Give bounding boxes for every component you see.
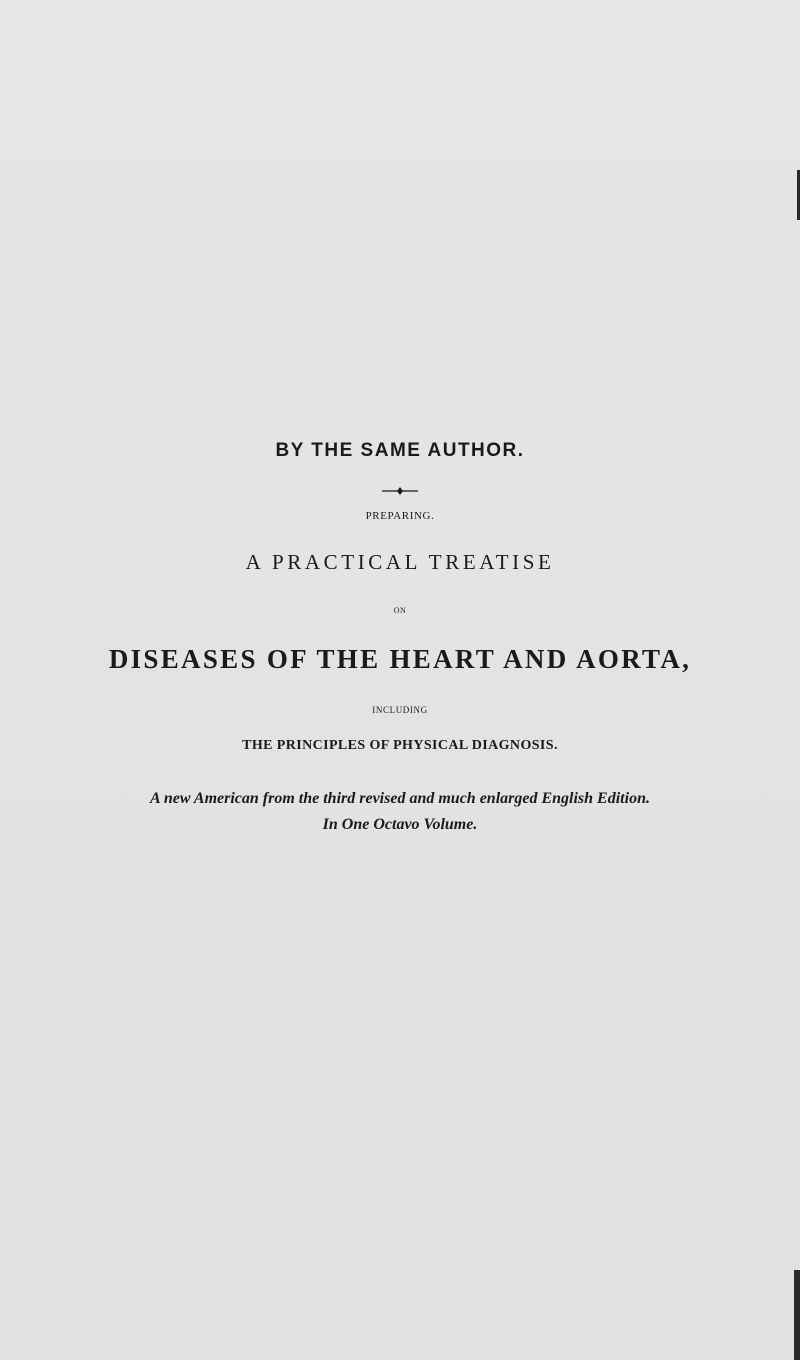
connector-text: ON [393, 606, 407, 615]
author-heading: BY THE SAME AUTHOR. [275, 440, 525, 461]
principles-text: THE PRINCIPLES OF PHYSICAL DIAGNOSIS. [242, 738, 558, 753]
edition-note: A new American from the third revised and much enlarged English Edition. [150, 790, 650, 807]
status-text: PREPARING. [365, 510, 435, 522]
book-subject: DISEASES OF THE HEART AND AORTA, [108, 644, 692, 674]
including-text: INCLUDING [372, 705, 428, 715]
book-title-line: A PRACTICAL TREATISE [245, 550, 555, 574]
diamond-rule-ornament-icon [382, 486, 418, 496]
volume-note: In One Octavo Volume. [322, 816, 478, 833]
page-edge-shadow [794, 1270, 800, 1360]
